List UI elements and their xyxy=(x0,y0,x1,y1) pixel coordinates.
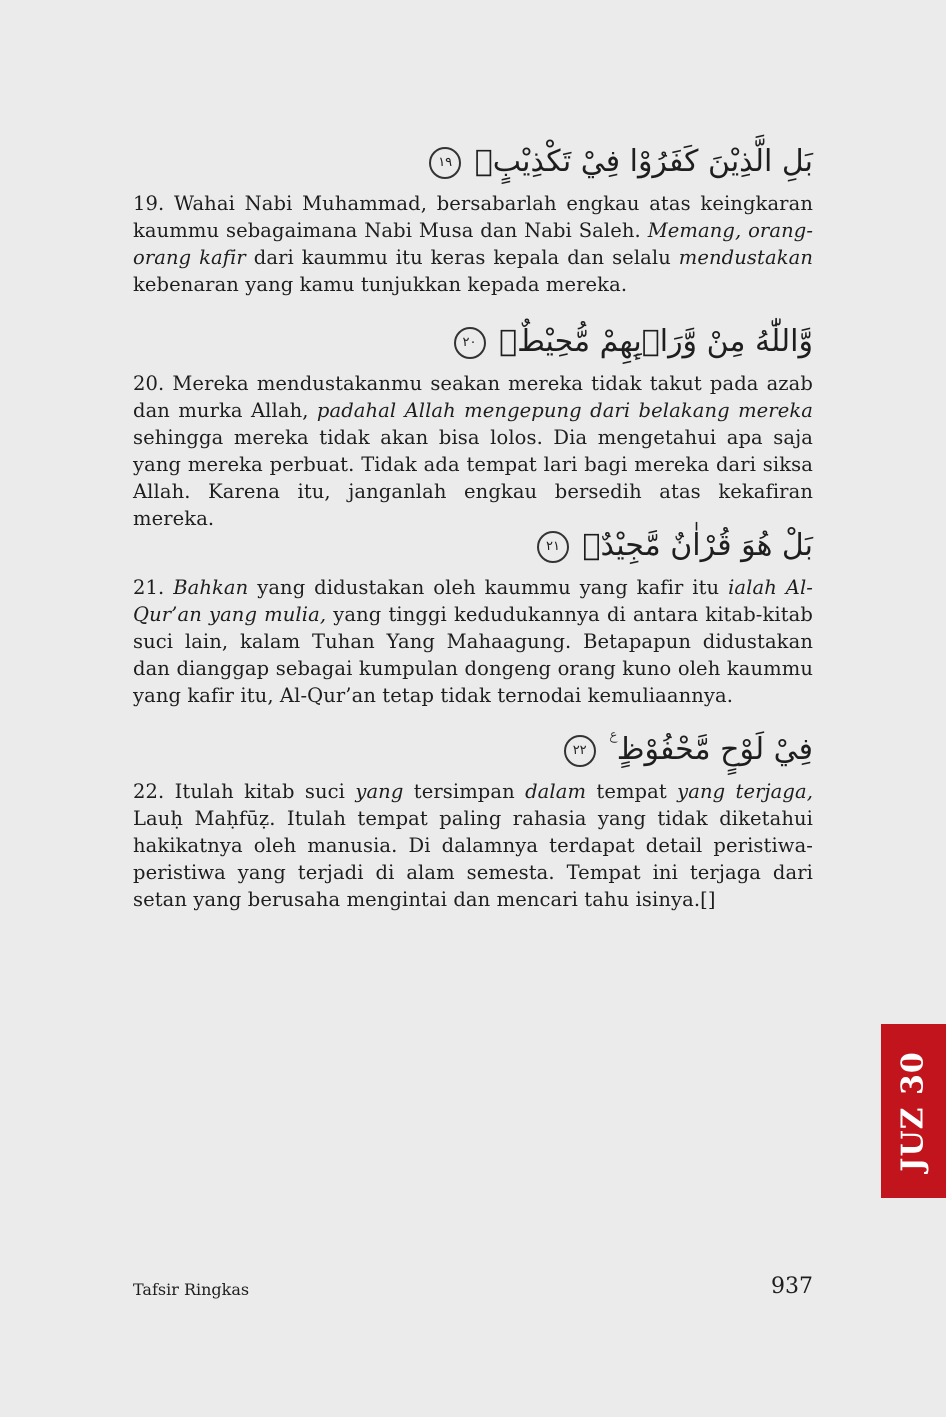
arabic-verse xyxy=(133,140,813,190)
arabic-text: وَّاللّٰهُ مِنْ وَّرَاۤىِٕهِمْ مُّحِيْطٌۚ xyxy=(499,324,813,359)
text-segment: kebenaran yang kamu tunjukkan kepada mereka. xyxy=(133,273,628,296)
translation-paragraph xyxy=(133,574,813,709)
translation-paragraph xyxy=(133,190,813,298)
ayah-number-marker: ٢٠ xyxy=(454,327,486,359)
arabic-text: فِيْ لَوْحٍ مَّحْفُوْظٍ ࣖ xyxy=(609,732,813,767)
juz-tab xyxy=(881,1024,946,1198)
translation-paragraph xyxy=(133,370,813,532)
text-segment: Mereka mendustakanmu seakan mereka tidak takut pada azab dan murka Allah, xyxy=(133,372,813,422)
verse-number: 20. xyxy=(133,372,165,395)
text-segment-italic: Memang, orang-orang kafir xyxy=(133,219,814,269)
arabic-text: بَلْ هُوَ قُرْاٰنٌ مَّجِيْدٌۙ xyxy=(582,528,813,563)
verse-20 xyxy=(133,320,813,532)
verse-19 xyxy=(133,140,813,298)
text-segment: yang tinggi kedudukannya di antara kitab-kitab suci lain, kalam Tuhan Yang Mahaagung. Betapapun didustakan dan dianggap sebagai kumpulan dongeng orang kuno oleh kaummu yang kafir itu, Al-Qur’an tetap tidak ternodai kemuliaannya. xyxy=(133,603,813,707)
ayah-number-marker: ٢١ xyxy=(537,531,569,563)
text-segment: Itulah kitab suci xyxy=(164,780,356,803)
text-segment: dari kaummu itu keras kepala dan selalu xyxy=(245,246,679,269)
ayah-number-marker: ٢٢ xyxy=(564,735,596,767)
text-segment: tersimpan xyxy=(403,780,526,803)
verse-number: 19. xyxy=(133,192,165,215)
text-segment-italic: Bahkan xyxy=(173,576,249,599)
text-segment: sehingga mereka tidak akan bisa lolos. Dia mengetahui apa saja yang mereka perbuat. Tidak ada tempat lari bagi mereka dari siksa Allah. Karena itu, janganlah engkau bersedih atas kekafiran mereka. xyxy=(133,426,813,530)
arabic-text: بَلِ الَّذِيْنَ كَفَرُوْا فِيْ تَكْذِيْبٍۙ xyxy=(474,144,813,179)
verse-21 xyxy=(133,524,813,709)
text-segment: Wahai Nabi Muhammad, bersabarlah engkau atas keingkaran kaummu sebagaimana Nabi Musa dan Nabi Saleh. xyxy=(133,192,813,242)
footer-book-title: Tafsir Ringkas xyxy=(133,1280,250,1299)
text-segment-italic: yang terjaga, xyxy=(677,780,814,803)
verse-number: 22. xyxy=(133,780,165,803)
translation-paragraph xyxy=(133,778,813,913)
text-segment-italic: yang xyxy=(355,780,404,803)
verse-22 xyxy=(133,728,813,913)
text-segment xyxy=(164,576,173,599)
ayah-number-marker: ١٩ xyxy=(429,147,461,179)
text-segment-italic: ialah Al-Qur’an yang mulia, xyxy=(133,576,813,626)
arabic-verse xyxy=(133,524,813,574)
text-segment: tempat xyxy=(586,780,678,803)
arabic-verse xyxy=(133,728,813,778)
footer-page-number: 937 xyxy=(771,1274,813,1299)
juz-label: JUZ 30 xyxy=(896,1050,932,1172)
verse-number: 21. xyxy=(133,576,165,599)
text-segment-italic: padahal Allah mengepung dari belakang mereka xyxy=(316,399,813,422)
arabic-verse xyxy=(133,320,813,370)
text-segment: Lauḥ Maḥfūẓ. Itulah tempat paling rahasia yang tidak diketahui hakikatnya oleh manusia. Di dalamnya terdapat detail peristiwa-peristiwa yang terjadi di alam semesta. Tempat ini terjaga dari setan yang berusaha mengintai dan mencari tahu isinya.[] xyxy=(133,807,813,911)
text-segment: yang didustakan oleh kaummu yang kafir itu xyxy=(248,576,729,599)
text-segment-italic: dalam xyxy=(525,780,587,803)
text-segment-italic: mendustakan xyxy=(678,246,813,269)
